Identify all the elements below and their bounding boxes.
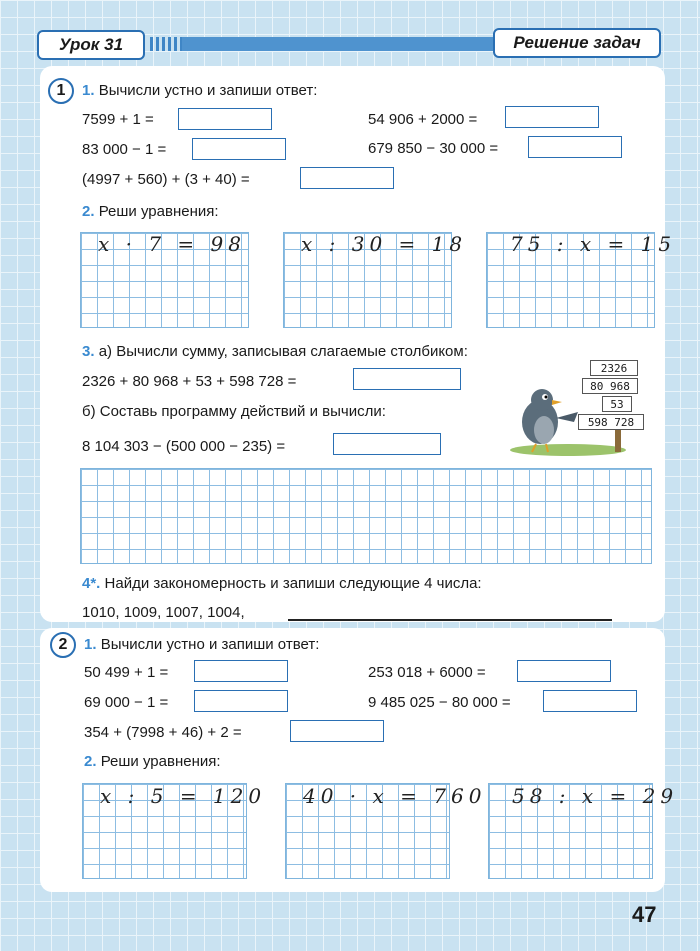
answer-box[interactable] — [528, 136, 622, 158]
expression: 83 000 − 1 = — [82, 141, 167, 158]
task-title: Реши уравнения: — [100, 753, 221, 770]
task-number: 1. — [84, 636, 97, 653]
expression: 50 499 + 1 = — [84, 664, 169, 681]
topic-tab: Решение задач — [493, 28, 661, 58]
expression: 7599 + 1 = — [82, 111, 154, 128]
signpost-board: 2326 — [590, 360, 638, 376]
task-title: Вычисли устно и запиши ответ: — [100, 636, 320, 653]
task-2-heading — [84, 753, 221, 770]
expression: 679 850 − 30 000 = — [368, 140, 499, 157]
answer-box[interactable] — [192, 138, 286, 160]
expression: (4997 + 560) + (3 + 40) = — [82, 171, 250, 188]
equation: x : 30 = 18 — [301, 232, 468, 256]
equation: 75 : x = 15 — [510, 232, 677, 256]
bird-signpost-illustration — [508, 360, 658, 458]
signpost-board: 80 968 — [582, 378, 638, 394]
equation: 40 · x = 760 — [303, 784, 487, 808]
signpost-board: 598 728 — [578, 414, 644, 430]
section-2 — [40, 628, 679, 892]
task-title: Найди закономерность и запиши следующие 4 числа: — [104, 575, 482, 592]
signpost-board: 53 — [602, 396, 632, 412]
lesson-tab: Урок 31 — [37, 30, 145, 60]
task-1-heading — [84, 636, 319, 653]
equation: x : 5 = 120 — [100, 784, 267, 808]
task-4-heading — [82, 575, 482, 592]
task-title: Вычисли устно и запиши ответ: — [98, 82, 318, 99]
task-3b-title: б) Составь программу действий и вычисли: — [82, 403, 386, 420]
answer-line[interactable] — [288, 619, 612, 621]
answer-box[interactable] — [505, 106, 599, 128]
expression: 69 000 − 1 = — [84, 694, 169, 711]
answer-box[interactable] — [353, 368, 461, 390]
task-2-heading — [82, 203, 219, 220]
answer-box[interactable] — [194, 660, 288, 682]
header-bar — [182, 37, 494, 51]
answer-box[interactable] — [178, 108, 272, 130]
answer-box[interactable] — [333, 433, 441, 455]
equation: 58 : x = 29 — [512, 784, 679, 808]
task-3a-heading — [82, 343, 468, 360]
section-number: 1 — [48, 78, 74, 104]
task-number: 2. — [84, 753, 97, 770]
page-number: 47 — [632, 902, 657, 927]
expression: 54 906 + 2000 = — [368, 111, 478, 128]
task-title: а) Вычисли сумму, записывая слагаемые столбиком: — [98, 343, 468, 360]
expression: 354 + (7998 + 46) + 2 = — [84, 724, 242, 741]
section-1 — [40, 66, 677, 622]
task-title: Реши уравнения: — [98, 203, 219, 220]
task-number: 4*. — [82, 575, 101, 592]
task-number: 3. — [82, 343, 95, 360]
task-number: 1. — [82, 82, 95, 99]
expression: 9 485 025 − 80 000 = — [368, 694, 511, 711]
answer-box[interactable] — [517, 660, 611, 682]
equation: x · 7 = 98 — [98, 232, 246, 256]
expression: 2326 + 80 968 + 53 + 598 728 = — [82, 373, 297, 390]
answer-box[interactable] — [300, 167, 394, 189]
work-grid[interactable] — [80, 468, 652, 564]
number-sequence: 1010, 1009, 1007, 1004, — [82, 604, 245, 621]
answer-box[interactable] — [194, 690, 288, 712]
section-number: 2 — [50, 632, 76, 658]
answer-box[interactable] — [543, 690, 637, 712]
task-number: 2. — [82, 203, 95, 220]
answer-box[interactable] — [290, 720, 384, 742]
expression: 8 104 303 − (500 000 − 235) = — [82, 438, 286, 455]
expression: 253 018 + 6000 = — [368, 664, 486, 681]
task-1-heading — [82, 82, 317, 99]
